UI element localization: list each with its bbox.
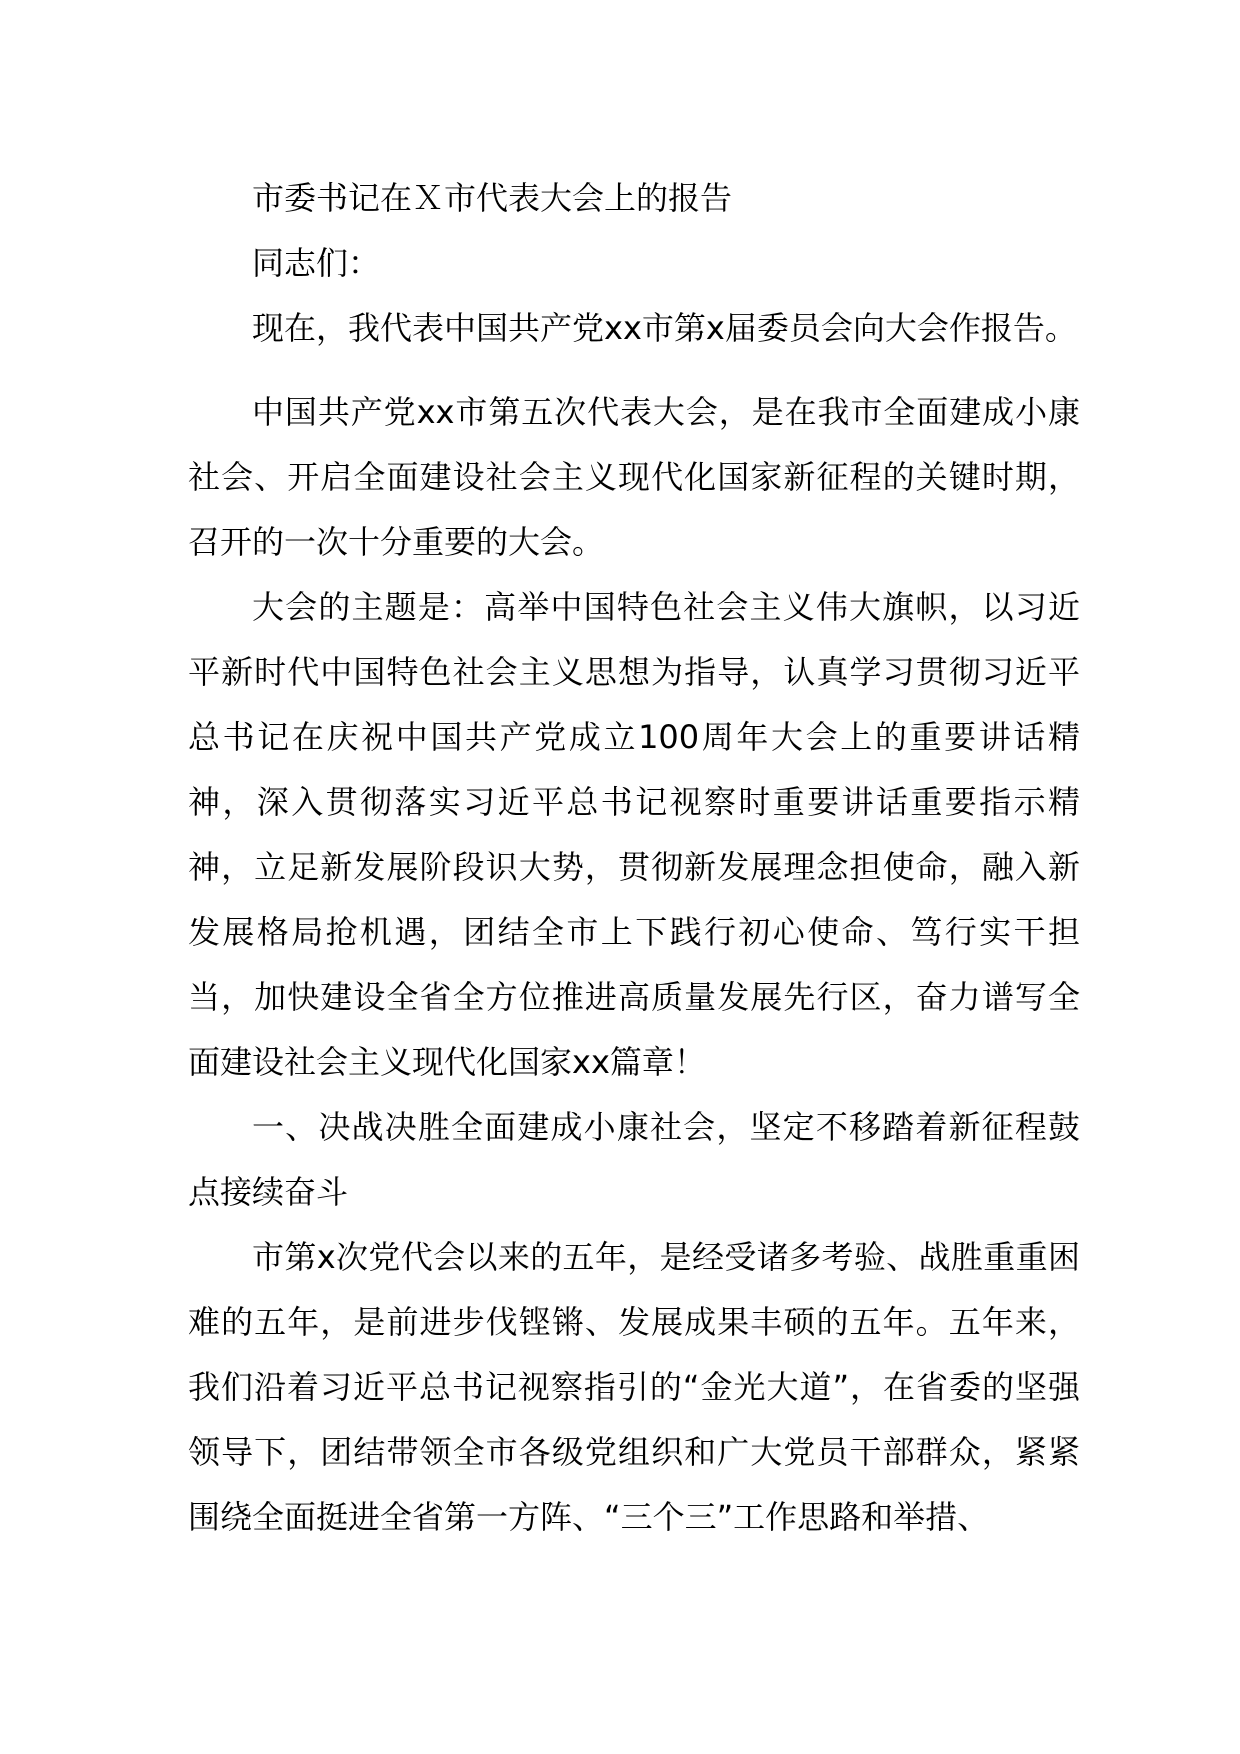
document-body: [188, 166, 1080, 1550]
opening-paragraph: 现在，我代表中国共产党xx市第x届委员会向大会作报告。: [252, 309, 1077, 347]
salutation: 同志们：: [252, 244, 381, 282]
paragraph-gap: [188, 361, 1080, 380]
section-paragraph: 市第x次党代会以来的五年，是经受诸多考验、战胜重重困难的五年，是前进步伐铿锵、发展成果丰硕的五年。五年来，我们沿着习近平总书记视察指引的“金光大道”，在省委的坚强领导下，团结带领全市各级党组织和广大党员干部群众，紧紧围绕全面挺进全省第一方阵、“三个三”工作思路和举措、: [188, 1238, 1080, 1536]
body-paragraph-1: 中国共产党xx市第五次代表大会，是在我市全面建成小康社会、开启全面建设社会主义现代化国家新征程的关键时期，召开的一次十分重要的大会。: [188, 393, 1080, 561]
section-heading: 一、决战决胜全面建成小康社会，坚定不移踏着新征程鼓点接续奋斗: [188, 1108, 1080, 1211]
body-paragraph-2: 大会的主题是：高举中国特色社会主义伟大旗帜，以习近平新时代中国特色社会主义思想为指导，认真学习贯彻习近平总书记在庆祝中国共产党成立100周年大会上的重要讲话精神，深入贯彻落实习近平总书记视察时重要讲话重要指示精神，立足新发展阶段识大势，贯彻新发展理念担使命，融入新发展格局抢机遇，团结全市上下践行初心使命、笃行实干担当，加快建设全省全方位推进高质量发展先行区，奋力谱写全面建设社会主义现代化国家xx篇章！: [188, 588, 1080, 1081]
document-title: 市委书记在Ｘ市代表大会上的报告: [252, 179, 733, 217]
